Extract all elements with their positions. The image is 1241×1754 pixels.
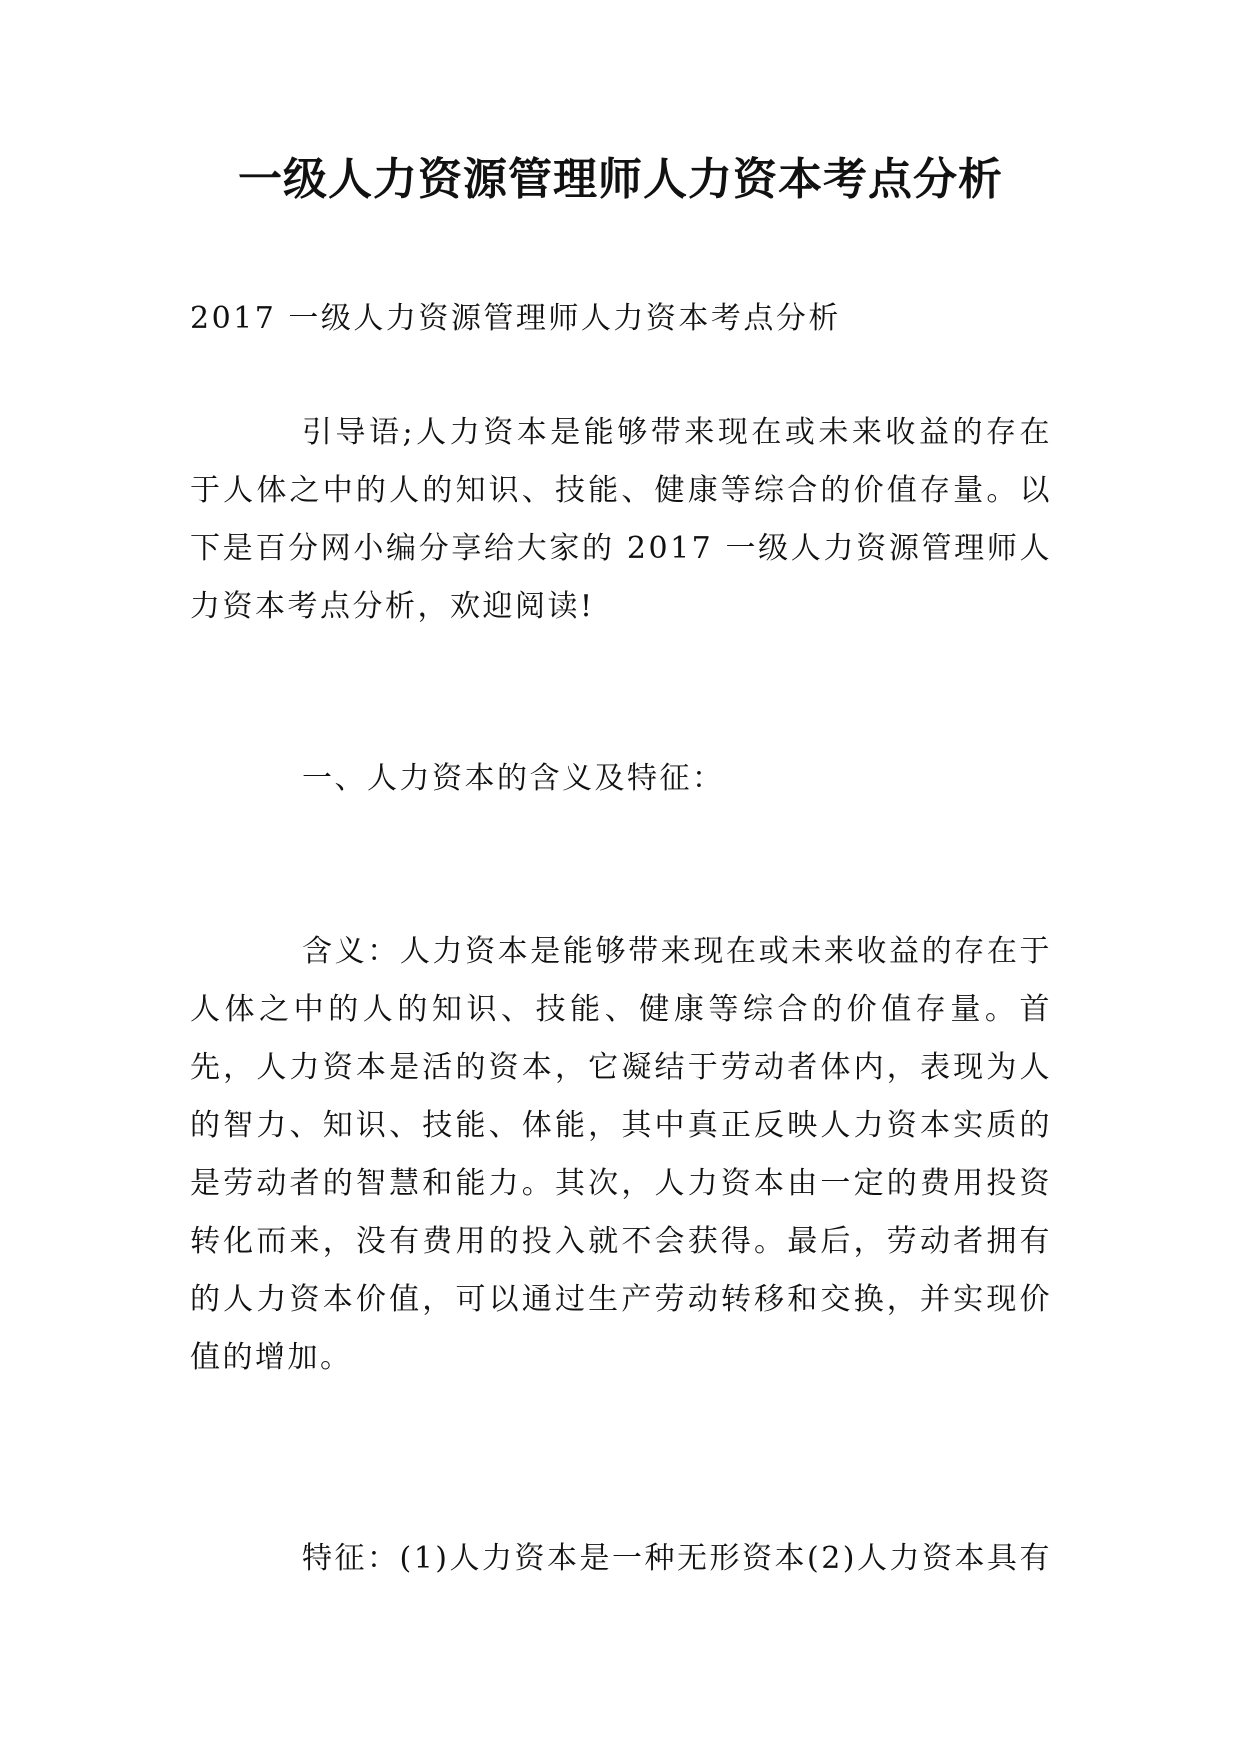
document-subtitle: 2017 一级人力资源管理师人力资本考点分析 — [190, 301, 841, 336]
features-paragraph: 特征：(1)人力资本是一种无形资本(2)人力资本具有 — [302, 1541, 1052, 1576]
meaning-paragraph: 含义：人力资本是能够带来现在或未来收益的存在于人体之中的人的知识、技能、健康等综合的价值存量。首先，人力资本是活的资本，它凝结于劳动者体内，表现为人的智力、知识、技能、体能，其中真正反映人力资本实质的是劳动者的智慧和能力。其次，人力资本由一定的费用投资转化而来，没有费用的投入就不会获得。最后，劳动者拥有的人力资本价值，可以通过生产劳动转移和交换，并实现价值的增加。 — [190, 934, 1052, 1375]
intro-paragraph: 引导语;人力资本是能够带来现在或未来收益的存在于人体之中的人的知识、技能、健康等综合的价值存量。以下是百分网小编分享给大家的 2017 一级人力资源管理师人力资本考点分析，欢迎阅读! — [190, 415, 1052, 624]
section-heading: 一、人力资本的含义及特征： — [302, 761, 725, 796]
document-title: 一级人力资源管理师人力资本考点分析 — [238, 154, 1003, 205]
